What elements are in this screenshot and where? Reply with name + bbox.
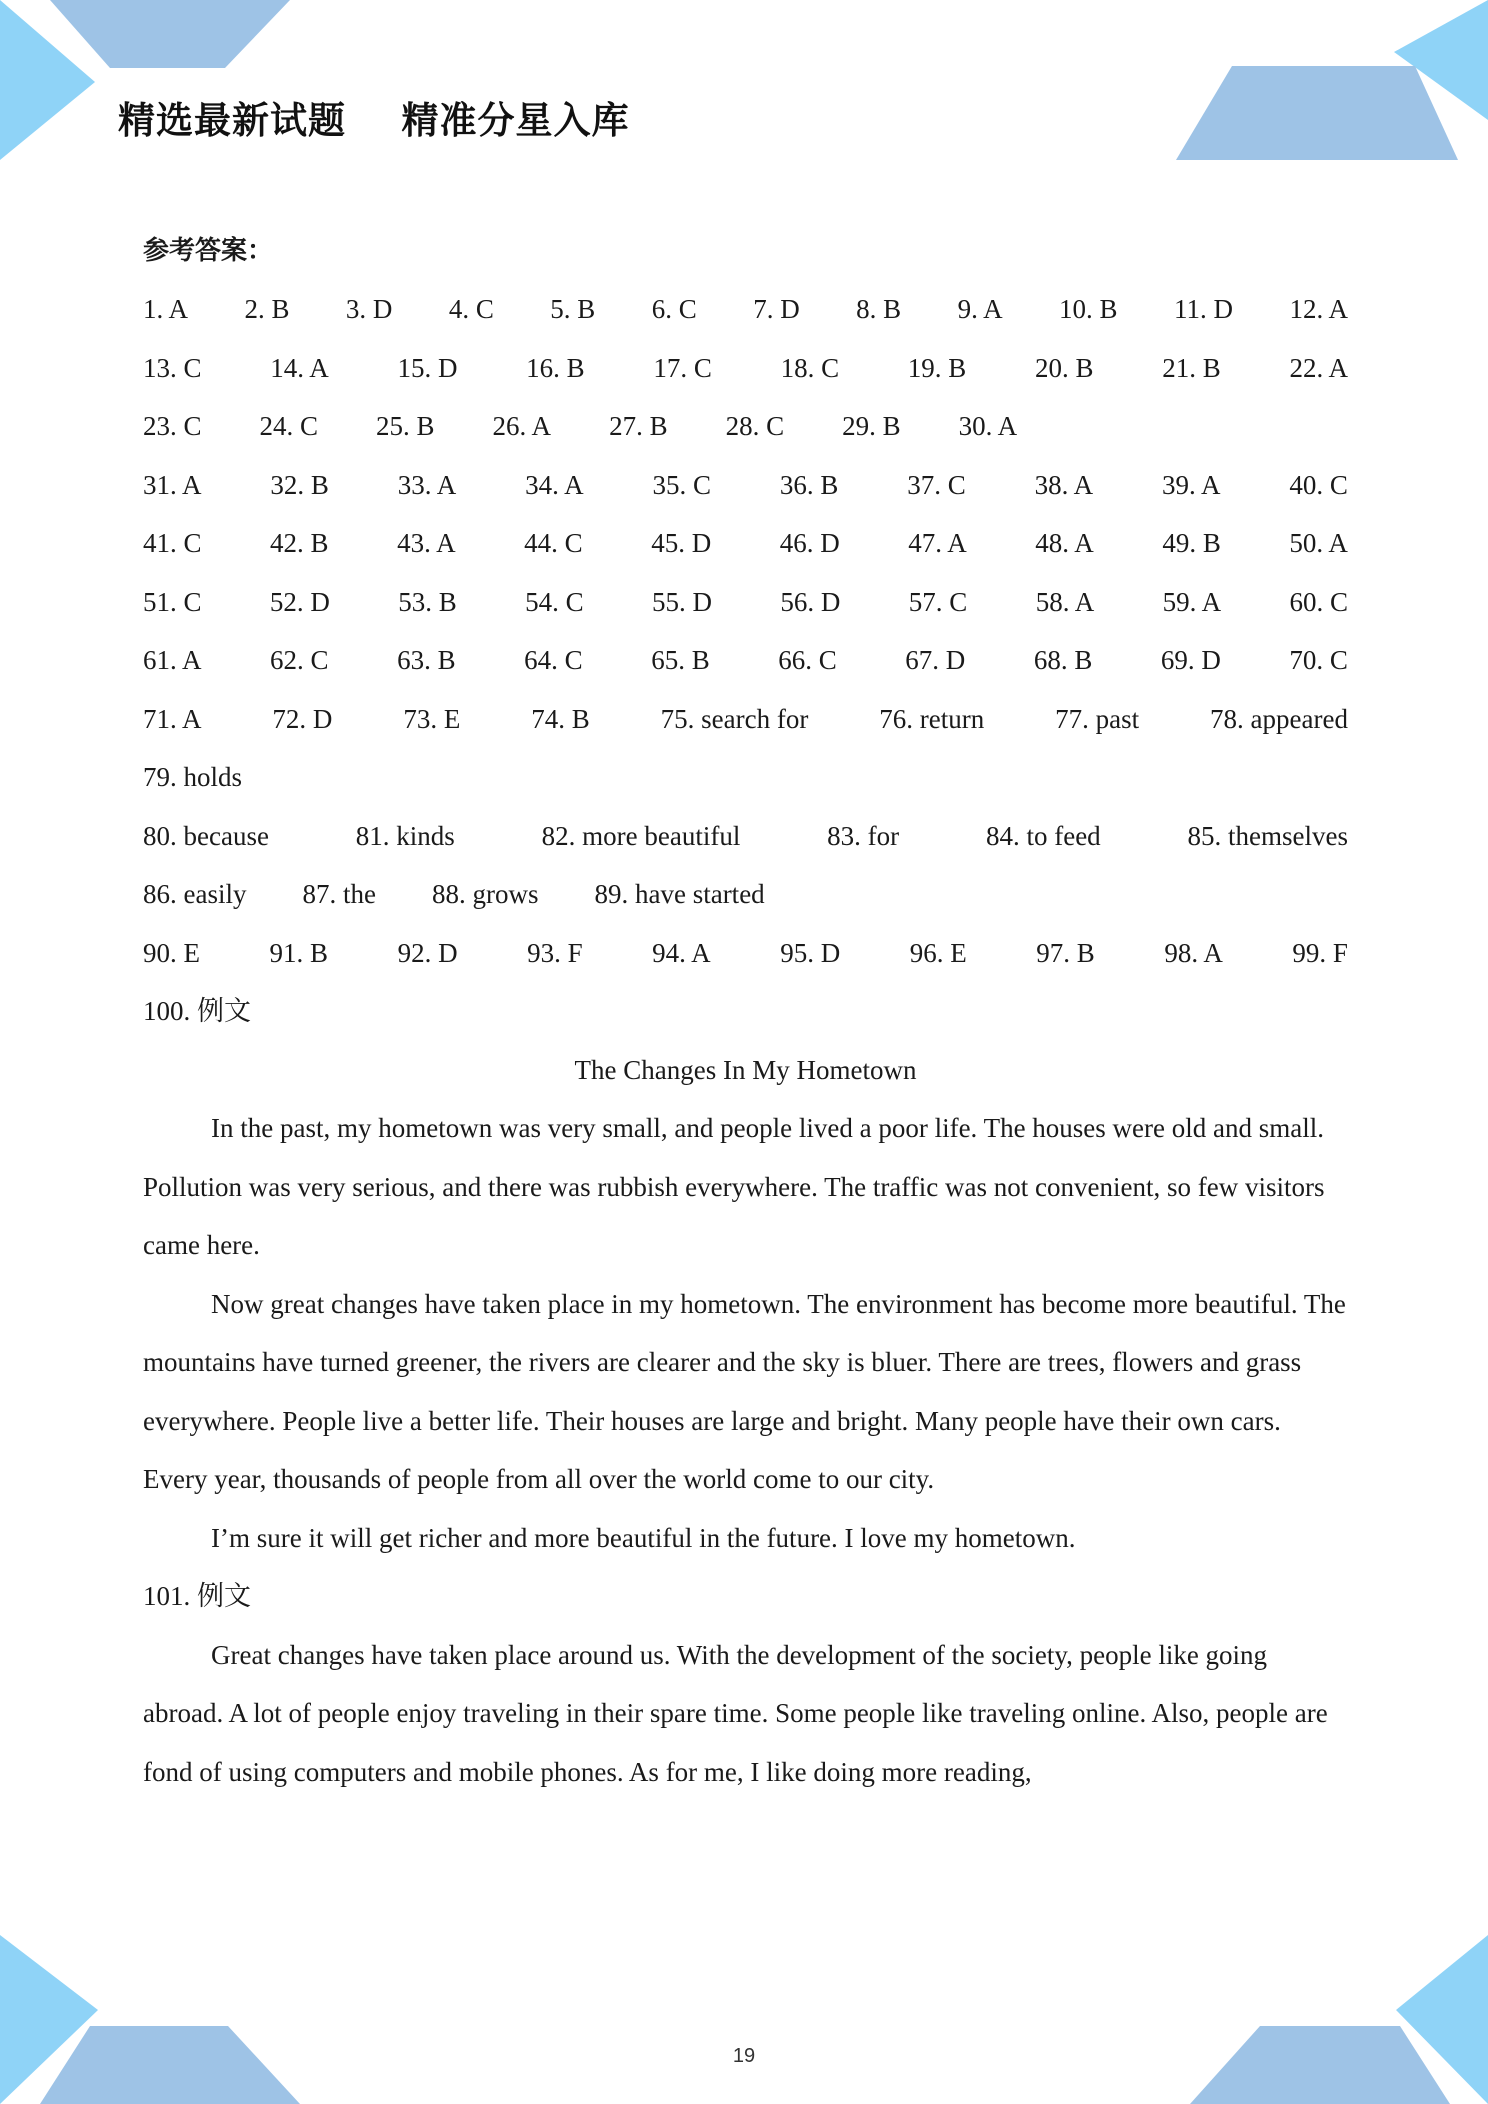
- answer-row: [143, 456, 1348, 515]
- corner-trapezoid-top-left: [50, 0, 290, 68]
- answer-item: 98. A: [1164, 937, 1223, 968]
- essay-100-label: 100. 例文: [143, 996, 251, 1026]
- answer-item: 70. C: [1289, 645, 1348, 675]
- answer-item: 95. D: [780, 937, 841, 968]
- answer-item: 47. A: [908, 528, 967, 558]
- answer-item: 65. B: [651, 645, 710, 675]
- answer-item: 66. C: [778, 645, 837, 675]
- answer-item: 9. A: [957, 294, 1003, 324]
- answer-item: 2. B: [244, 294, 290, 324]
- answer-item: 57. C: [908, 586, 968, 617]
- answer-item: 56. D: [780, 586, 841, 617]
- answer-key: [143, 280, 1348, 982]
- answer-item: 32. B: [270, 469, 329, 500]
- answer-item: 40. C: [1289, 469, 1348, 500]
- answer-item: 83. for: [827, 820, 900, 851]
- answer-item: 39. A: [1162, 469, 1221, 500]
- essay-100-title: The Changes In My Hometown: [574, 1054, 917, 1085]
- answer-item: 87. the: [302, 879, 376, 909]
- answer-item: 25. B: [376, 411, 435, 441]
- answer-item: 90. E: [143, 937, 200, 968]
- essay-100-paragraph: Now great changes have taken place in my hometown. The environment has become more beautiful. The mountains have turned greener, the rivers are clearer and the sky is bluer. There are trees, flowers and grass everywhere. People live a better life. Their houses are large and bright. Many people have their own cars. Every year, thousands of people from all over the world come to our city.: [143, 1288, 1346, 1494]
- essay-101-paragraph: Great changes have taken place around us. With the development of the society, people like going abroad. A lot of people enjoy traveling in their spare time. Some people like traveling online. Also, people are fond of using computers and mobile phones. As for me, I like doing more reading,: [143, 1639, 1328, 1787]
- answer-item: 30. A: [958, 411, 1018, 441]
- answer-item: 76. return: [879, 703, 985, 734]
- answer-item: 97. B: [1036, 937, 1095, 968]
- answer-row: [143, 690, 1348, 749]
- answer-item: 61. A: [143, 645, 202, 675]
- answer-item: 48. A: [1035, 528, 1094, 558]
- answer-item: 49. B: [1162, 528, 1221, 558]
- answer-item: 72. D: [272, 703, 333, 734]
- answer-item: 29. B: [842, 411, 901, 441]
- answer-item: 81. kinds: [355, 820, 455, 851]
- answer-row: [143, 631, 1348, 690]
- answer-item: 92. D: [397, 937, 458, 968]
- answer-item: 43. A: [397, 528, 456, 558]
- answer-item: 85. themselves: [1187, 820, 1348, 851]
- answer-item: 23. C: [143, 411, 202, 441]
- answer-item: 69. D: [1160, 645, 1221, 675]
- answer-item: 51. C: [143, 586, 202, 617]
- answer-item: 11. D: [1174, 294, 1233, 324]
- answer-item: 35. C: [652, 469, 712, 500]
- answer-row: [143, 807, 1348, 866]
- answer-row: [143, 280, 1348, 339]
- answer-item: 74. B: [531, 703, 590, 734]
- corner-triangle-top-left: [0, 0, 95, 160]
- answer-item: 64. C: [524, 645, 583, 675]
- answer-item: 75. search for: [660, 703, 809, 734]
- answer-row: [143, 748, 1348, 807]
- answer-item: 6. C: [651, 294, 697, 324]
- answer-item: 5. B: [550, 294, 596, 324]
- answer-item: 42. B: [270, 528, 329, 558]
- answer-item: 55. D: [652, 586, 713, 617]
- answer-item: 67. D: [905, 645, 966, 675]
- answer-item: 46. D: [779, 528, 840, 558]
- answer-item: 84. to feed: [985, 820, 1101, 851]
- answer-item: 44. C: [524, 528, 583, 558]
- essay-100-paragraph: I’m sure it will get richer and more beautiful in the future. I love my hometown.: [211, 1522, 1076, 1553]
- answer-item: 63. B: [397, 645, 456, 675]
- answer-item: 18. C: [780, 352, 840, 383]
- answer-item: 27. B: [609, 411, 668, 441]
- answer-item: 26. A: [492, 411, 552, 441]
- header-title: 精选最新试题 精准分星入库: [118, 99, 630, 142]
- answer-item: 24. C: [259, 411, 319, 441]
- answer-item: 4. C: [448, 294, 494, 324]
- answer-item: 73. E: [403, 703, 461, 734]
- answer-item: 12. A: [1289, 294, 1348, 324]
- answer-item: 38. A: [1034, 469, 1094, 500]
- answer-row: [143, 573, 1348, 632]
- corner-triangle-bottom-left: [0, 1935, 98, 2104]
- answer-item: 78. appeared: [1210, 703, 1348, 734]
- answer-item: 59. A: [1162, 586, 1222, 617]
- answer-item: 54. C: [525, 586, 584, 617]
- answer-item: 93. F: [527, 937, 583, 968]
- answer-item: 99. F: [1292, 937, 1348, 968]
- answer-item: 3. D: [345, 294, 393, 324]
- answer-row: [143, 924, 1348, 983]
- answer-item: 71. A: [143, 703, 202, 734]
- answer-item: 21. B: [1162, 352, 1221, 383]
- corner-trapezoid-top-right: [1176, 66, 1458, 160]
- answer-item: 16. B: [526, 352, 585, 383]
- page-number: 19: [732, 2045, 756, 2067]
- essay-100-paragraph: In the past, my hometown was very small, and people lived a poor life. The houses were old and small. Pollution was very serious, and there was rubbish everywhere. The traffic was not convenient, so few visitors came here.: [143, 1113, 1325, 1260]
- answer-item: 37. C: [907, 469, 966, 500]
- answer-row: [143, 865, 1348, 924]
- corner-triangle-top-right: [1394, 0, 1488, 120]
- answer-item: 68. B: [1033, 645, 1093, 675]
- answer-item: 14. A: [270, 352, 329, 383]
- answer-content: [143, 222, 1348, 1801]
- answer-item: 17. C: [653, 352, 712, 383]
- answer-item: 91. B: [269, 937, 329, 968]
- corner-triangle-bottom-right: [1396, 1935, 1488, 2104]
- answer-item: 82. more beautiful: [541, 820, 741, 851]
- answer-item: 33. A: [397, 469, 457, 500]
- answer-item: 20. B: [1035, 352, 1094, 383]
- answer-item: 41. C: [143, 528, 202, 558]
- answer-item: 58. A: [1035, 586, 1095, 617]
- answer-row: [143, 514, 1348, 573]
- answer-item: 62. C: [270, 645, 329, 675]
- answer-item: 53. B: [398, 586, 457, 617]
- answer-item: 96. E: [909, 937, 967, 968]
- answer-item: 79. holds: [143, 762, 243, 792]
- answer-item: 13. C: [143, 352, 202, 383]
- answer-item: 94. A: [652, 937, 711, 968]
- essay-101-label: 101. 例文: [143, 1581, 251, 1611]
- section-label: 参考答案：: [143, 236, 274, 266]
- answer-item: 8. B: [856, 294, 902, 324]
- answer-item: 34. A: [525, 469, 584, 500]
- answer-item: 88. grows: [431, 879, 539, 909]
- answer-item: 45. D: [651, 528, 712, 558]
- answer-item: 15. D: [397, 352, 458, 383]
- answer-item: 89. have started: [594, 879, 765, 909]
- answer-item: 31. A: [143, 469, 202, 500]
- answer-item: 60. C: [1289, 586, 1348, 617]
- answer-item: 80. because: [143, 820, 269, 851]
- answer-item: 28. C: [725, 411, 785, 441]
- answer-row: [143, 397, 1348, 456]
- answer-item: 19. B: [907, 352, 967, 383]
- answer-row: [143, 339, 1348, 398]
- answer-item: 52. D: [269, 586, 330, 617]
- answer-item: 7. D: [753, 294, 800, 324]
- answer-item: 77. past: [1055, 703, 1140, 734]
- answer-item: 50. A: [1289, 528, 1348, 558]
- answer-item: 86. easily: [143, 879, 247, 909]
- answer-item: 36. B: [779, 469, 839, 500]
- answer-item: 10. B: [1059, 294, 1118, 324]
- answer-item: 1. A: [143, 294, 189, 324]
- answer-item: 22. A: [1289, 352, 1348, 383]
